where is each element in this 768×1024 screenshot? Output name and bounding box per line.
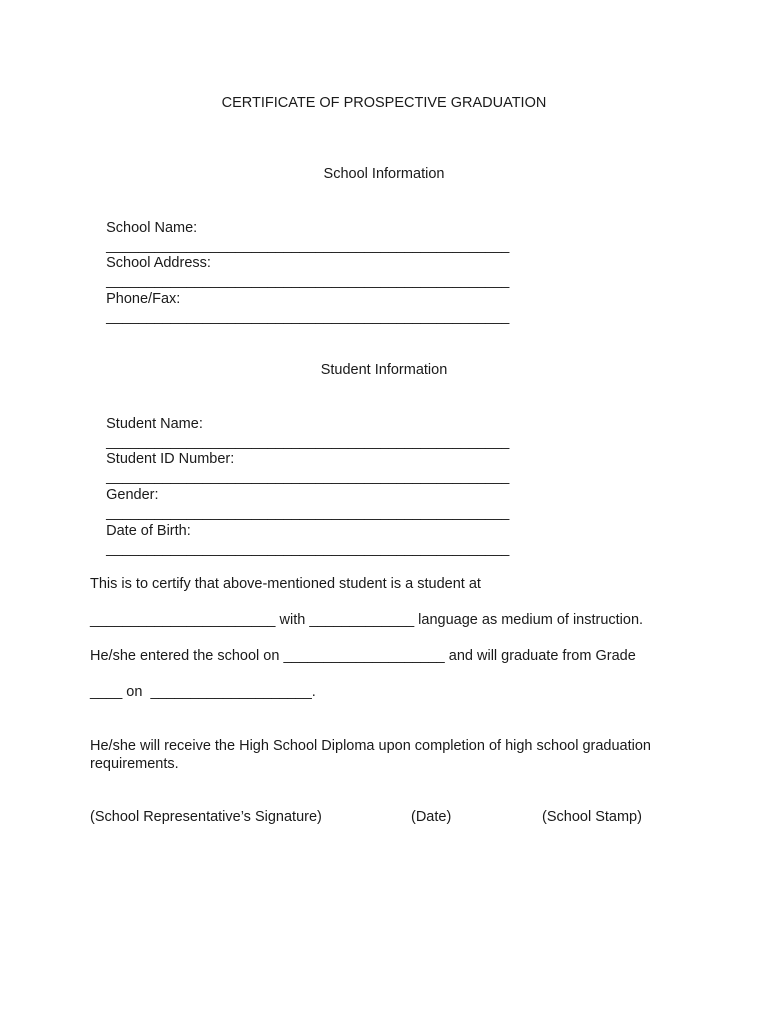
gender-blank: __________________________________________________ <box>106 505 510 522</box>
student-id-label: Student ID Number: <box>106 451 235 468</box>
certification-line-1: This is to certify that above-mentioned student is a student at <box>90 576 481 592</box>
certification-line-2: _______________________ with _____________ language as medium of instruction. <box>90 612 644 628</box>
school-stamp-label: (School Stamp) <box>542 809 642 825</box>
school-info-heading: School Information <box>323 166 445 182</box>
certification-line-3: He/she entered the school on ____________________ and will graduate from Grade <box>90 648 636 664</box>
school-address-blank: __________________________________________________ <box>106 273 510 290</box>
certification-line-5: He/she will receive the High School Diploma upon completion of high school graduation requirements. <box>90 738 651 773</box>
school-name-blank: __________________________________________________ <box>106 238 510 255</box>
date-of-birth-field <box>90 504 509 577</box>
phone-fax-field <box>90 272 509 345</box>
document-title: CERTIFICATE OF PROSPECTIVE GRADUATION <box>221 95 547 111</box>
phone-fax-label: Phone/Fax: <box>106 291 181 308</box>
student-info-heading: Student Information <box>320 362 448 378</box>
student-name-label: Student Name: <box>106 416 203 433</box>
date-label: (Date) <box>411 809 452 825</box>
gender-label: Gender: <box>106 487 159 504</box>
student-id-blank: __________________________________________________ <box>106 469 510 486</box>
date-of-birth-blank: __________________________________________________ <box>106 541 510 558</box>
certification-line-4: ____ on ____________________. <box>90 684 316 700</box>
representative-signature-label: (School Representative’s Signature) <box>90 809 322 825</box>
phone-fax-blank: __________________________________________________ <box>106 309 510 326</box>
school-name-label: School Name: <box>106 220 198 237</box>
date-of-birth-label: Date of Birth: <box>106 523 191 540</box>
student-name-blank: __________________________________________________ <box>106 434 510 451</box>
school-address-label: School Address: <box>106 255 211 272</box>
